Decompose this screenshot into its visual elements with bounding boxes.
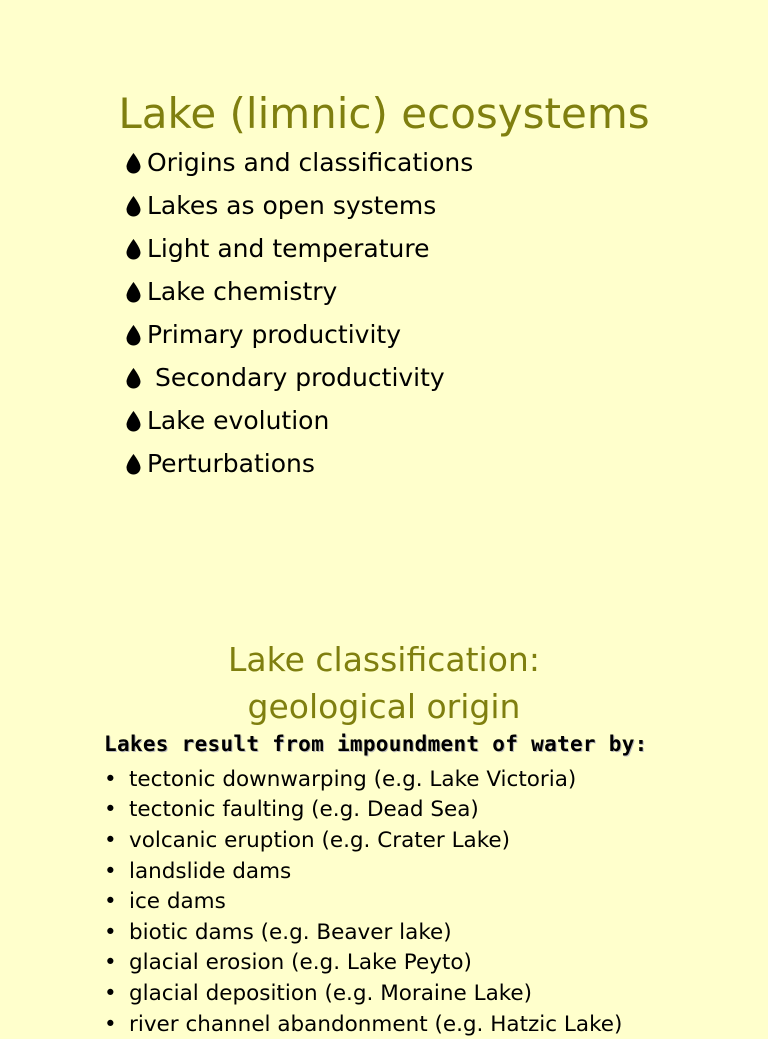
water-drop-icon xyxy=(125,195,142,217)
topic-label: Primary productivity xyxy=(147,320,401,349)
origin-list xyxy=(104,764,622,1039)
topic-label: Lake chemistry xyxy=(147,277,338,306)
slide-title xyxy=(0,636,768,730)
bullet-icon: • xyxy=(104,950,117,976)
bullet-icon: • xyxy=(104,827,117,853)
item-text: river channel abandonment (e.g. Hatzic Lake) xyxy=(129,1011,623,1037)
topic-item xyxy=(125,442,473,485)
list-item xyxy=(104,825,622,856)
list-item xyxy=(104,948,622,979)
topic-label: Perturbations xyxy=(147,449,315,478)
list-item xyxy=(104,917,622,948)
list-item xyxy=(104,856,622,887)
topic-item xyxy=(125,356,473,399)
topic-item xyxy=(125,227,473,270)
list-item xyxy=(104,764,622,795)
item-text: glacial deposition (e.g. Moraine Lake) xyxy=(129,980,533,1006)
slide-lake-classification xyxy=(0,560,768,1037)
bullet-icon: • xyxy=(104,1011,117,1037)
bullet-icon: • xyxy=(104,766,117,792)
topic-item xyxy=(125,270,473,313)
list-item xyxy=(104,795,622,826)
item-text: tectonic downwarping (e.g. Lake Victoria) xyxy=(129,766,577,792)
topic-item xyxy=(125,399,473,442)
item-text: tectonic faulting (e.g. Dead Sea) xyxy=(129,797,479,823)
title-line-1: Lake classification: xyxy=(228,640,540,680)
topic-label: Origins and classifications xyxy=(147,148,474,177)
topic-label: Secondary productivity xyxy=(147,363,445,392)
water-drop-icon xyxy=(125,281,142,303)
item-text: biotic dams (e.g. Beaver lake) xyxy=(129,919,452,945)
bullet-icon: • xyxy=(104,858,117,884)
water-drop-icon xyxy=(125,238,142,260)
bullet-icon: • xyxy=(104,919,117,945)
topic-label: Light and temperature xyxy=(147,234,430,263)
bullet-icon: • xyxy=(104,797,117,823)
item-text: glacial erosion (e.g. Lake Peyto) xyxy=(129,950,472,976)
list-item xyxy=(104,978,622,1009)
item-text: ice dams xyxy=(129,889,226,915)
bullet-icon: • xyxy=(104,889,117,915)
slide-title: Lake (limnic) ecosystems xyxy=(118,89,650,139)
topic-label: Lakes as open systems xyxy=(147,191,437,220)
bullet-icon: • xyxy=(104,980,117,1006)
item-text: landslide dams xyxy=(129,858,292,884)
water-drop-icon xyxy=(125,453,142,475)
water-drop-icon xyxy=(125,410,142,432)
intro-heading: Lakes result from impoundment of water by: xyxy=(104,732,648,756)
list-item xyxy=(104,886,622,917)
topic-label: Lake evolution xyxy=(147,406,330,435)
topic-item xyxy=(125,141,473,184)
water-drop-icon xyxy=(125,367,142,389)
water-drop-icon xyxy=(125,152,142,174)
item-text: volcanic eruption (e.g. Crater Lake) xyxy=(129,827,511,853)
topic-list xyxy=(125,141,473,485)
water-drop-icon xyxy=(125,324,142,346)
topic-item xyxy=(125,184,473,227)
title-line-2: geological origin xyxy=(247,687,521,727)
topic-item xyxy=(125,313,473,356)
